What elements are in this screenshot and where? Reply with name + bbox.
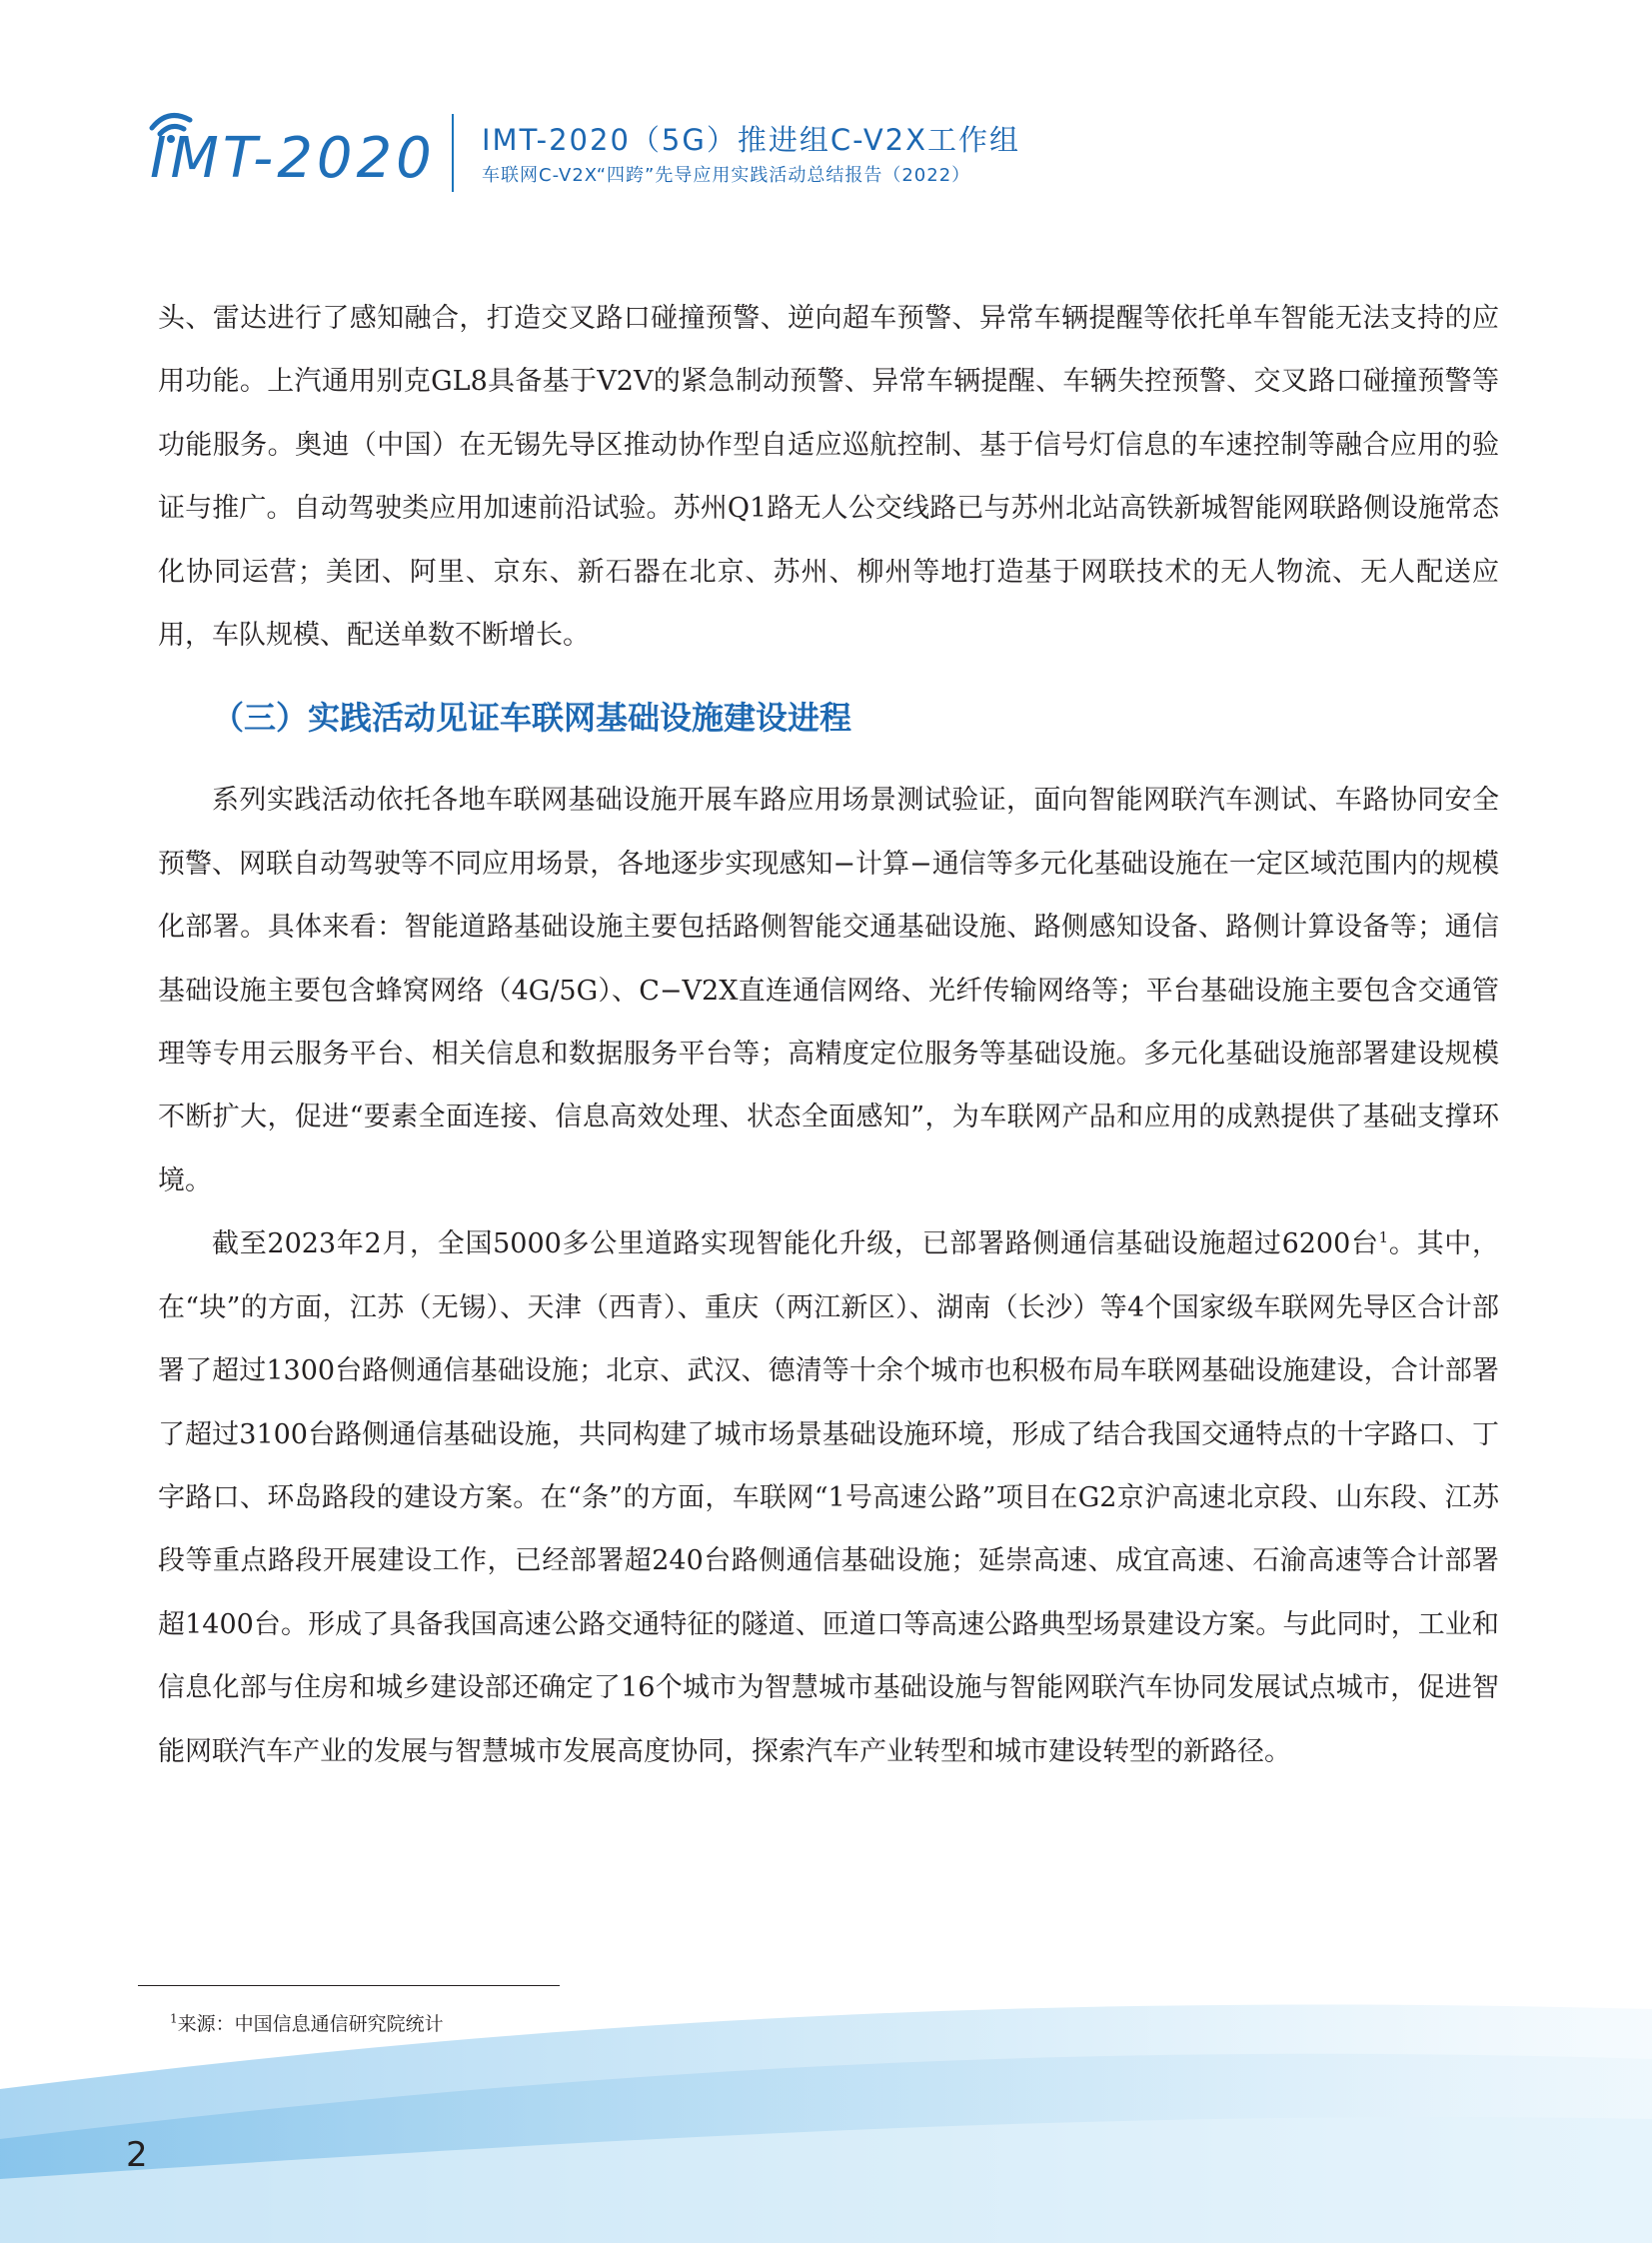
header-subtitle: 车联网C-V2X“四跨”先导应用实践活动总结报告（2022）	[482, 165, 971, 186]
main-content	[158, 287, 1499, 1783]
page-number: 2	[126, 2135, 148, 2175]
decorative-wave	[0, 1949, 1652, 2243]
footnote-text: 来源：中国信息通信研究院统计	[177, 2013, 444, 2035]
paragraph-3-main: 截至2023年2月，全国5000多公里道路实现智能化升级，已部署路侧通信基础设施超过6200台	[212, 1228, 1379, 1260]
header-divider	[452, 114, 454, 192]
page-header	[0, 0, 1652, 200]
paragraph-2: 系列实践活动依托各地车联网基础设施开展车路应用场景测试验证，面向智能网联汽车测试、车路协同安全预警、网联自动驾驶等不同应用场景，各地逐步实现感知−计算−通信等多元化基础设施在一定区域范围内的规模化部署。具体来看：智能道路基础设施主要包括路侧智能交通基础设施、路侧感知设备、路侧计算设备等；通信基础设施主要包含蜂窝网络（4G/5G）、C−V2X直连通信网络、光纤传输网络等；平台基础设施主要包含交通管理等专用云服务平台、相关信息和数据服务平台等；高精度定位服务等基础设施。多元化基础设施部署建设规模不断扩大，促进“要素全面连接、信息高效处理、状态全面感知”，为车联网产品和应用的成熟提供了基础支撑环境。	[158, 785, 1499, 1196]
header-title: IMT-2020（5G）推进组C-V2X工作组	[482, 123, 1020, 157]
paragraph-3	[158, 1212, 1499, 1783]
section-heading: （三）实践活动见证车联网基础设施建设进程	[212, 699, 852, 738]
logo-wordmark: IMT-2020	[150, 126, 436, 191]
footnote-marker: 1	[170, 2011, 178, 2026]
footnote-ref[interactable]: 1	[1378, 1228, 1389, 1247]
paragraph-3-rest: 。其中，在“块”的方面，江苏（无锡）、天津（西青）、重庆（两江新区）、湖南（长沙）等4个国家级车联网先导区合计部署了超过1300台路侧通信基础设施；北京、武汉、德清等十余个城市也积极布局车联网基础设施建设，合计部署了超过3100台路侧通信基础设施，共同构建了城市场景基础设施环境，形成了结合我国交通特点的十字路口、丁字路口、环岛路段的建设方案。在“条”的方面，车联网“1号高速公路”项目在G2京沪高速北京段、山东段、江苏段等重点路段开展建设工作，已经部署超240台路侧通信基础设施；延崇高速、成宜高速、石渝高速等合计部署超1400台。形成了具备我国高速公路交通特征的隧道、匝道口等高速公路典型场景建设方案。与此同时，工业和信息化部与住房和城乡建设部还确定了16个城市为智慧城市基础设施与智能网联汽车协同发展试点城市，促进智能网联汽车产业的发展与智慧城市发展高度协同，探索汽车产业转型和城市建设转型的新路径。	[158, 1228, 1499, 1767]
paragraph-1: 头、雷达进行了感知融合，打造交叉路口碰撞预警、逆向超车预警、异常车辆提醒等依托单车智能无法支持的应用功能。上汽通用别克GL8具备基于V2V的紧急制动预警、异常车辆提醒、车辆失控预警、交叉路口碰撞预警等功能服务。奥迪（中国）在无锡先导区推动协作型自适应巡航控制、基于信号灯信息的车速控制等融合应用的验证与推广。自动驾驶类应用加速前沿试验。苏州Q1路无人公交线路已与苏州北站高铁新城智能网联路侧设施常态化协同运营；美团、阿里、京东、新石器在北京、苏州、柳州等地打造基于网联技术的无人物流、无人配送应用，车队规模、配送单数不断增长。	[158, 303, 1499, 652]
imt2020-logo	[138, 98, 438, 198]
